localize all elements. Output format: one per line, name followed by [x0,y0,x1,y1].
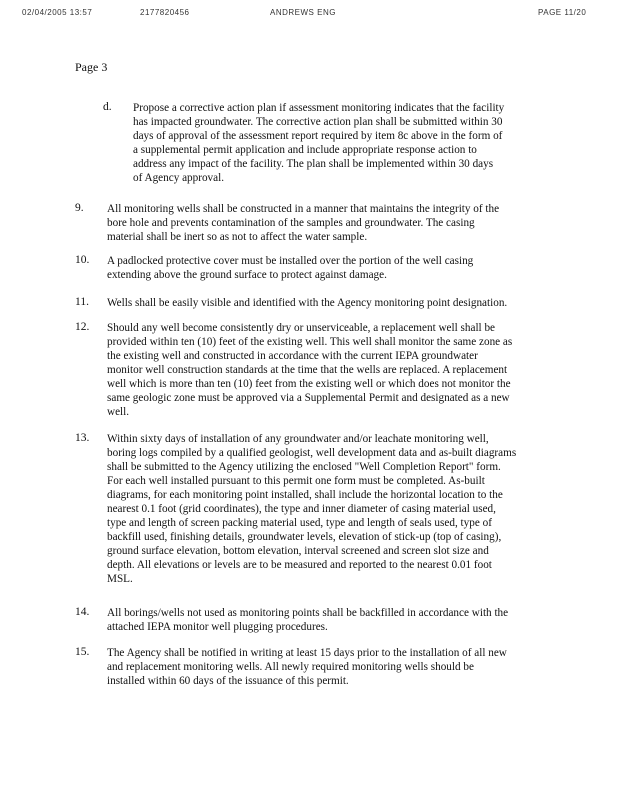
item-number: 14. [75,606,90,618]
paragraph-line: well which is more than ten (10) feet from the existing well or which does not monitor the [107,378,511,390]
paragraph-line: type and length of screen packing material used, type and length of seals used, type of [107,517,492,529]
paragraph-line: ground surface elevation, bottom elevation, interval screened and screen slot size and [107,545,489,557]
item-paragraph [107,606,508,634]
item-paragraph [107,254,473,282]
paragraph-line: For each well installed pursuant to this permit one form must be completed. As-built [107,475,485,487]
fax-number: 2177820456 [140,8,190,17]
paragraph-line: shall be submitted to the Agency utilizing the enclosed "Well Completion Report" form. [107,461,501,473]
item-paragraph [107,202,499,244]
paragraph-line: diagrams, for each monitoring point installed, shall include the horizontal location to the [107,489,503,501]
paragraph-line: installed within 60 days of the issuance of this permit. [107,675,349,687]
paragraph-line: Wells shall be easily visible and identified with the Agency monitoring point designation. [107,297,508,309]
page-label: Page 3 [75,60,108,74]
fax-page: PAGE 11/20 [538,8,587,17]
item-number: 13. [75,432,90,444]
paragraph-line: bore hole and prevents contamination of the samples and groundwater. The casing [107,217,475,229]
fax-sender: ANDREWS ENG [270,8,336,17]
item-paragraph [107,321,512,419]
paragraph-line: A padlocked protective cover must be installed over the portion of the well casing [107,255,474,267]
paragraph-line: depth. All elevations or levels are to be measured and reported to the nearest 0.01 foot [107,559,492,571]
paragraph-line: The Agency shall be notified in writing at least 15 days prior to the installation of all new [107,647,507,659]
paragraph-line: extending above the ground surface to protect against damage. [107,269,387,281]
paragraph-line: a supplemental permit application and include appropriate response action to [133,144,477,156]
paragraph-line: boring logs compiled by a qualified geologist, well development data and as-built diagrams [107,447,517,459]
item-number: d. [103,101,112,113]
paragraph-line: well. [107,406,130,418]
paragraph-line: All monitoring wells shall be constructed in a manner that maintains the integrity of the [107,203,500,215]
paragraph-line: Propose a corrective action plan if assessment monitoring indicates that the facility [133,102,505,114]
paragraph-line: address any impact of the facility. The plan shall be implemented within 30 days [133,158,494,170]
paragraph-line: of Agency approval. [133,172,225,184]
item-paragraph [107,646,507,688]
item-number: 15. [75,646,90,658]
item-number: 11. [75,296,89,308]
paragraph-line: same geologic zone must be approved via a Supplemental Permit and designated as a new [107,392,510,404]
item-number: 9. [75,202,84,214]
paragraph-line: Should any well become consistently dry or unserviceable, a replacement well shall be [107,322,496,334]
paragraph-line: attached IEPA monitor well plugging procedures. [107,621,328,633]
item-number: 12. [75,321,90,333]
paragraph-line: nearest 0.1 foot (grid coordinates), the type and inner diameter of casing material used, [107,503,496,515]
item-paragraph [133,101,504,185]
paragraph-line: and replacement monitoring wells. All newly required monitoring wells should be [107,661,474,673]
fax-datetime: 02/04/2005 13:57 [22,8,93,17]
paragraph-line: provided within ten (10) feet of the existing well. This well shall monitor the same zone as [107,336,513,348]
paragraph-line: has impacted groundwater. The corrective action plan shall be submitted within 30 [133,116,503,128]
item-paragraph [107,296,507,310]
paragraph-line: Within sixty days of installation of any groundwater and/or leachate monitoring well, [107,433,489,445]
item-paragraph [107,432,516,586]
paragraph-line: MSL. [107,573,133,585]
item-number: 10. [75,254,90,266]
paragraph-line: days of approval of the assessment report required by item 8c above in the form of [133,130,503,142]
paragraph-line: the existing well and constructed in accordance with the current IEPA groundwater [107,350,478,362]
paragraph-line: All borings/wells not used as monitoring points shall be backfilled in accordance with the [107,607,509,619]
paragraph-line: monitor well construction standards at the time that the wells are replaced. A replacement [107,364,508,376]
paragraph-line: backfill used, finishing details, groundwater levels, elevation of stick-up (top of casing), [107,531,502,543]
paragraph-line: material shall be inert so as not to affect the water sample. [107,231,368,243]
